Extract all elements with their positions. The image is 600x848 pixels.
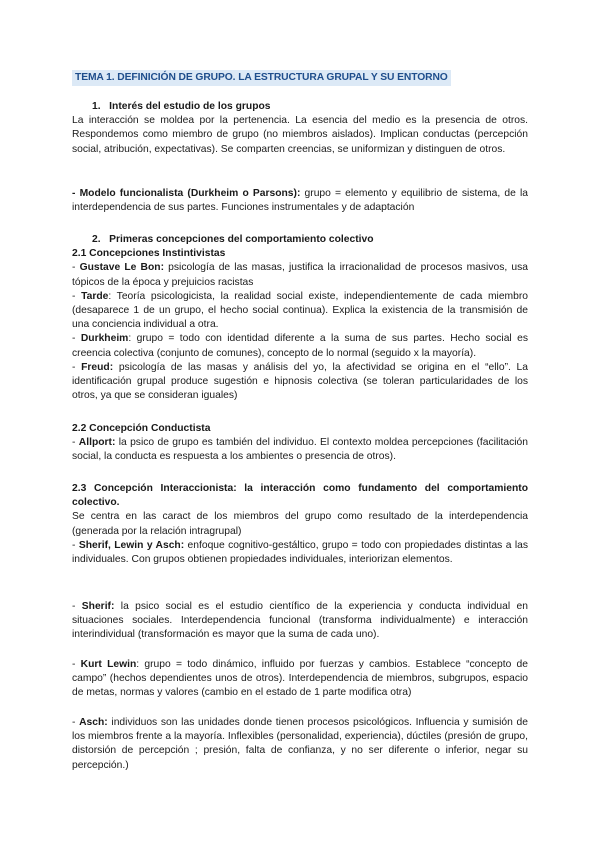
section-2-heading: 2. Primeras concepciones del comportamiento colectivo (92, 234, 374, 245)
subsection-2-1-heading: 2.1 Concepciones Instintivistas (72, 248, 226, 260)
list-item-asch: - Asch: individuos son las unidades donde tienen procesos psicológicos. Influencia y sumisión de los miembros frente a la mayoría. Inflexibles (personalidad, experiencia), dúctiles (presión de grupo, distorsión de percepción ; presión, falta de confianza, y no ser diferente o inferior, negar su percepción.) (72, 717, 528, 771)
section-2 (72, 233, 528, 403)
modelo-funcionalista (72, 187, 528, 215)
list-item-sherif-lewin-asch: - Sherif, Lewin y Asch: enfoque cognitivo-gestáltico, grupo = todo con propiedades distintas a las individuales. Con grupos obtienen propiedades individuales, interiorizan elementos. (72, 539, 528, 566)
list-item-sherif: - Sherif: la psico social es el estudio científico de la experiencia y conducta individual en situaciones sociales. Interdependencia funcional (transforma individualmente) e interacción interindividual (transformación es mayor que la suma de cada uno). (72, 601, 528, 641)
list-item-tarde: - Tarde: Teoría psicologicista, la realidad social existe, independientemente de cada miembro (desaparece 1 de un grupo, el hecho social continua). Explica la existencia de la transmisión de una conciencia individual a otra. (72, 290, 529, 331)
sherif-block (72, 600, 528, 643)
subsection-2-3-intro: Se centra en las caract de los miembros del grupo como resultado de la interdependencia (generada por la relación intragrupal) (72, 511, 528, 537)
list-item-allport: - Allport: la psico de grupo es también del individuo. El contexto moldea percepciones (facilitación social, la conducta es respuesta a los ambientes o presencia de otros). (72, 437, 529, 463)
section-1-paragraph: La interacción se moldea por la pertenencia. La esencia del medio es la presencia de otros. Respondemos como miembro de grupo (no miembros aislados). Implican conductas (percepción social, atribución, expectativas). Se comparten creencias, se uniformizan y distinguen de otros. (72, 115, 528, 155)
document-title: TEMA 1. DEFINICIÓN DE GRUPO. LA ESTRUCTURA GRUPAL Y SU ENTORNO (72, 70, 451, 86)
lewin-block (72, 658, 528, 701)
subsection-2-3-heading: 2.3 Concepción Interaccionista: la interacción como fundamento del comportamiento colectivo. (72, 483, 528, 509)
section-1-heading: 1. Interés del estudio de los grupos (92, 101, 271, 112)
list-item-lewin: - Kurt Lewin: grupo = todo dinámico, influido por fuerzas y cambios. Establece “concepto de campo” (hechos dependientes unos de otros). Interdependencia de miembros, subgrupos, espacio de metas, normas y valores (cambio en el estado de 1 parte modifica otra) (72, 659, 529, 699)
list-item-le-bon: - Gustave Le Bon: psicología de las masas, justifica la irracionalidad de procesos masivos, usa tópicos de la época y prejuicios racistas (72, 262, 528, 288)
subsection-2-2 (72, 422, 528, 465)
subsection-2-2-heading: 2.2 Concepción Conductista (72, 423, 211, 434)
asch-block (72, 716, 528, 773)
modelo-text: grupo = elemento y equilibrio de sistema, de la interdependencia de sus partes. Funciones instrumentales y de adaptación (72, 188, 528, 214)
subsection-2-3 (72, 482, 528, 567)
list-item-freud: - Freud: psicología de las masas y análisis del yo, la afectividad se origina en el “ello”. La identificación grupal produce sugestión e hipnosis colectiva (se toleran particularidades de los otros, ya que se consideran iguales) (72, 361, 528, 402)
modelo-label: - Modelo funcionalista (Durkheim o Parsons): (72, 188, 301, 199)
list-item-durkheim: - Durkheim: grupo = todo con identidad diferente a la suma de sus partes. Hecho social es creencia colectiva (conjunto de comunes), concepto de lo normal (seguido x la mayoría). (72, 333, 528, 359)
section-1 (72, 100, 528, 157)
